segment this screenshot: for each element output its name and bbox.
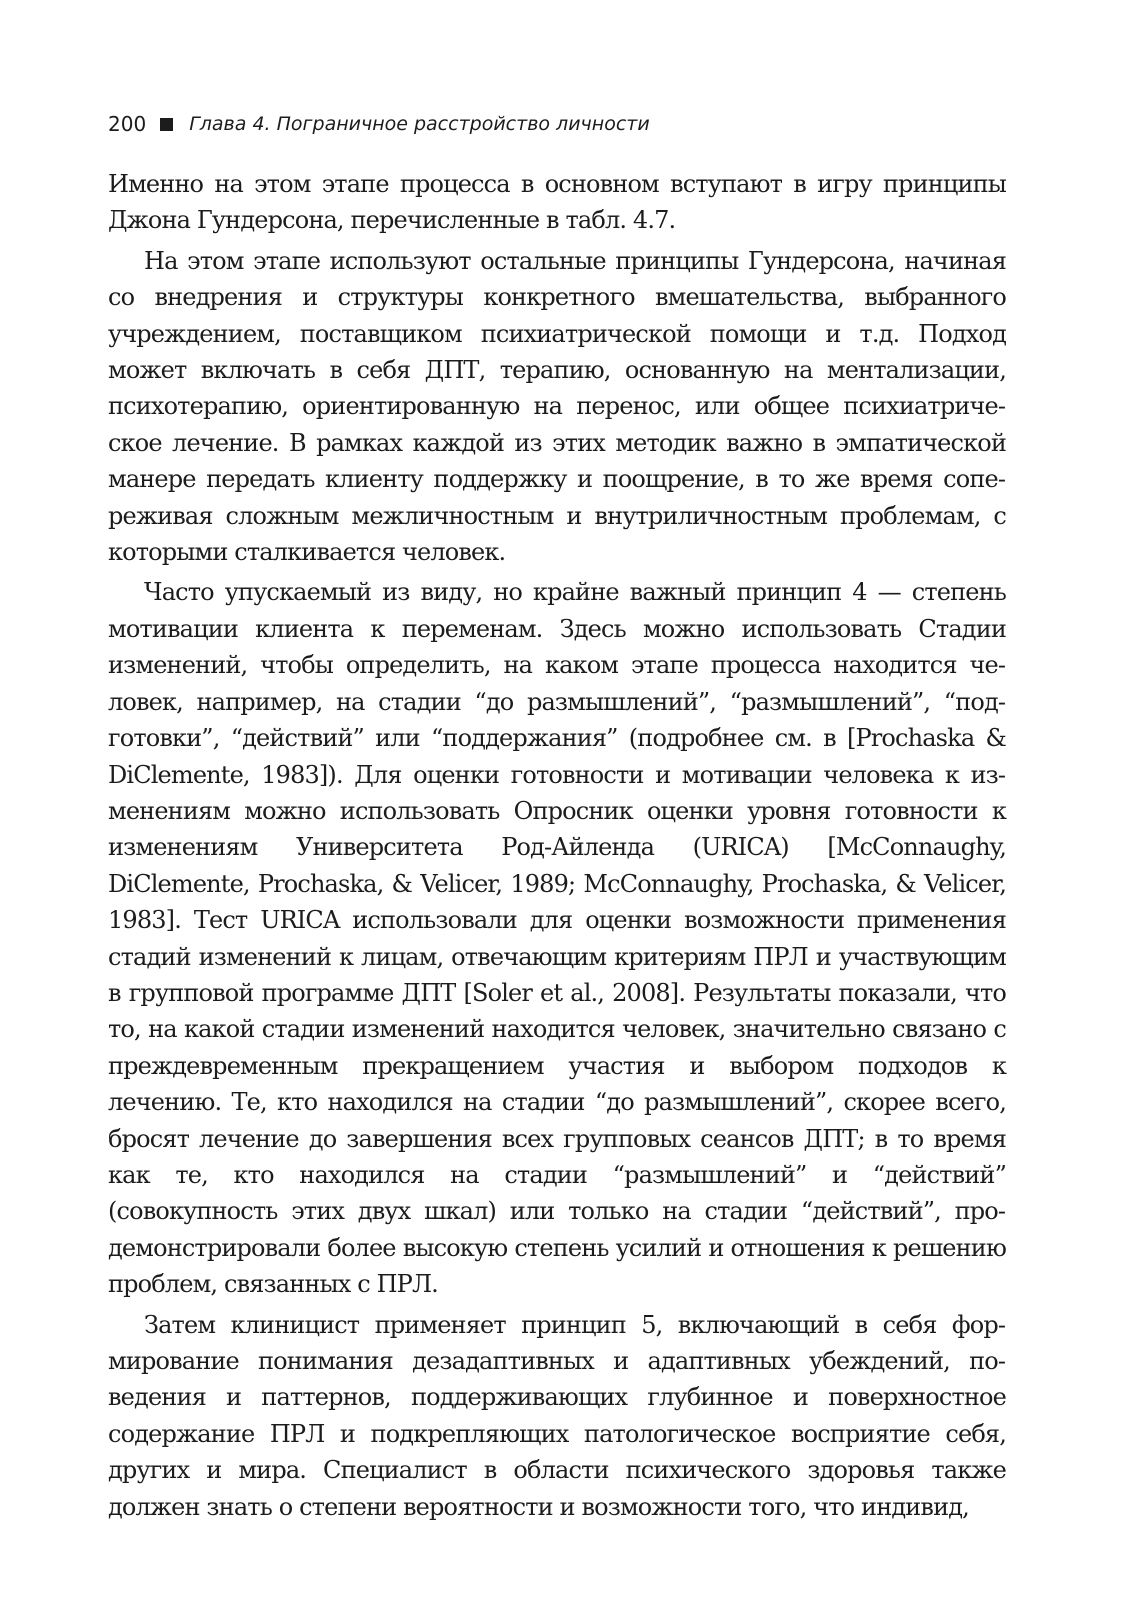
chapter-title: Глава 4. Пограничное расстройство личности [189,113,650,135]
page-number: 200 [108,112,147,136]
paragraph: Часто упускаемый из виду, но крайне важный принцип 4 — степень мотивации клиента к переменам. Здесь можно использовать Стадии изменений, чтобы определить, на каком этапе процесса находится человек, например, на стадии “до размышлений”, “размышлений”, “подготовки”, “действий” или “поддержания” (подробнее см. в [Prochaska & DiClemente, 1983]). Для оценки готовности и мотивации человека к изменениям можно использовать Опросник оценки уровня готовности к изменениям Университета Род-Айленда (URICA) [McConnaughy, DiClemente, Prochaska, & Velicer, 1989; McConnaughy, Prochaska, & Velicer, 1983]. Тест URICA использовали для оценки возможности применения стадий изменений к лицам, отвечающим критериям ПРЛ и участвующим в групповой программе ДПТ [Soler et al., 2008]. Результаты показали, что то, на какой стадии изменений находится человек, значительно связано с преждевременным прекращением участия и выбором подходов к лечению. Те, кто находился на стадии “до размышлений”, скорее всего, бросят лечение до завершения всех групповых сеансов ДПТ; в то время как те, кто находился на стадии “размышлений” и “действий” (совокупность этих двух шкал) или только на стадии “действий”, продемонстрировали более высокую степень усилий и отношения к решению проблем, связанных с ПРЛ. [108,578,1006,1299]
running-header [108,108,1006,140]
paragraph: На этом этапе используют остальные принципы Гундерсона, начиная со внедрения и структуры конкретного вмешательства, выбранного учреждением, поставщиком психиатрической помощи и т.д. Подход может включать в себя ДПТ, терапию, основанную на ментализации, психотерапию, ориентированную на перенос, или общее психиатрическое лечение. В рамках каждой из этих методик важно в эмпатической манере передать клиенту поддержку и поощрение, в то же время сопереживая сложным межличностным и внутриличностным проблемам, с которыми сталкивается человек. [108,246,1006,567]
paragraph: Затем клиницист применяет принцип 5, включающий в себя формирование понимания дезадаптивных и адаптивных убеждений, поведения и паттернов, поддерживающих глубинное и поверхностное содержание ПРЛ и подкрепляющих патологическое восприятие себя, других и мира. Специалист в области психического здоровья также должен знать о степени вероятности и возможности того, что индивид, [108,1310,1006,1521]
body-text [108,166,1006,1525]
paragraph: Именно на этом этапе процесса в основном вступают в игру принципы Джона Гундерсона, перечисленные в табл. 4.7. [108,170,1006,235]
square-bullet-icon [160,118,173,131]
